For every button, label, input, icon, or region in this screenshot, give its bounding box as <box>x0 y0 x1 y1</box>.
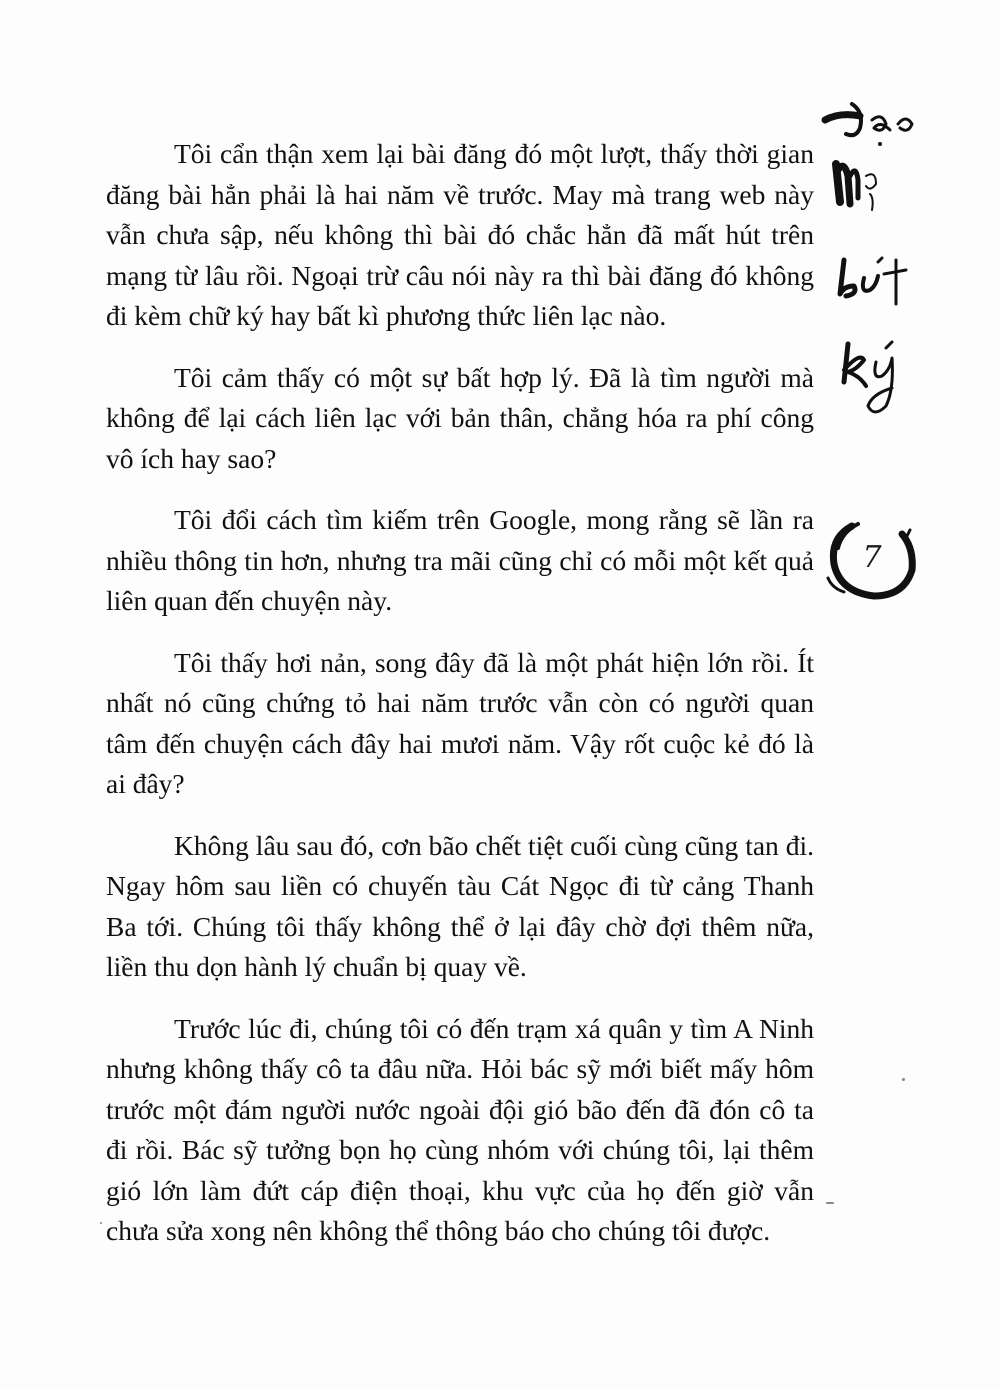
body-text <box>106 134 814 1273</box>
paragraph: Tôi cảm thấy có một sự bất hợp lý. Đã là tìm người mà không để lại cách liên lạc với bản thân, chẳng hóa ra phí công vô ích hay sao? <box>106 361 814 474</box>
paragraph: Tôi đổi cách tìm kiếm trên Google, mong rằng sẽ lần ra nhiều thông tin hơn, nhưng tra mãi cũng chỉ có mỗi một kết quả liên quan đến chuyện này. <box>106 504 814 616</box>
calligraphy-title-logo <box>820 90 930 420</box>
chapter-number: 7 <box>862 540 882 575</box>
paragraph: Tôi cẩn thận xem lại bài đăng đó một lượt, thấy thời gian đăng bài hẳn phải là hai năm về trước. May mà trang web này vẫn chưa sập, nếu không thì bài đó chắc hẳn đã mất hút trên mạng từ lâu rồi. Ngoại trừ câu nói này ra thì bài đăng đó không đi kèm chữ ký hay bất kì phương thức liên lạc nào. <box>106 138 814 331</box>
scan-speck <box>100 1222 102 1224</box>
calligraphy-word-3 <box>840 258 906 304</box>
scan-speck <box>902 1078 905 1081</box>
paragraph: Trước lúc đi, chúng tôi có đến trạm xá quân y tìm A Ninh nhưng không thấy cô ta đâu nữa. Hỏi bác sỹ mới biết mấy hôm trước một đám người nước ngoài đội gió bão đến đã đón cô ta đi rồi. Bác sỹ tưởng bọn họ cùng nhóm với chúng tôi, lại thêm gió lớn làm đứt cáp điện thoại, khu vực của họ đến giờ vẫn chưa sửa xong nên không thể thông báo cho chúng tôi được. <box>106 1012 814 1246</box>
chapter-marker <box>822 508 922 608</box>
calligraphy-word-2 <box>836 164 876 210</box>
paragraph: Tôi thấy hơi nản, song đây đã là một phát hiện lớn rồi. Ít nhất nó cũng chứng tỏ hai năm trước vẫn còn có người quan tâm đến chuyện cách đây hai mươi năm. Vậy rốt cuộc kẻ đó là ai đây? <box>106 646 814 799</box>
paragraph: Không lâu sau đó, cơn bão chết tiệt cuối cùng cũng tan đi. Ngay hôm sau liền có chuyến tàu Cát Ngọc đi từ cảng Thanh Ba tới. Chúng tôi thấy không thể ở lại đây chờ đợi thêm nữa, liền thu dọn hành lý chuẩn bị quay về. <box>106 829 814 982</box>
calligraphy-word-4 <box>844 342 892 412</box>
scan-speck <box>826 1202 834 1204</box>
calligraphy-word-1 <box>825 104 912 146</box>
